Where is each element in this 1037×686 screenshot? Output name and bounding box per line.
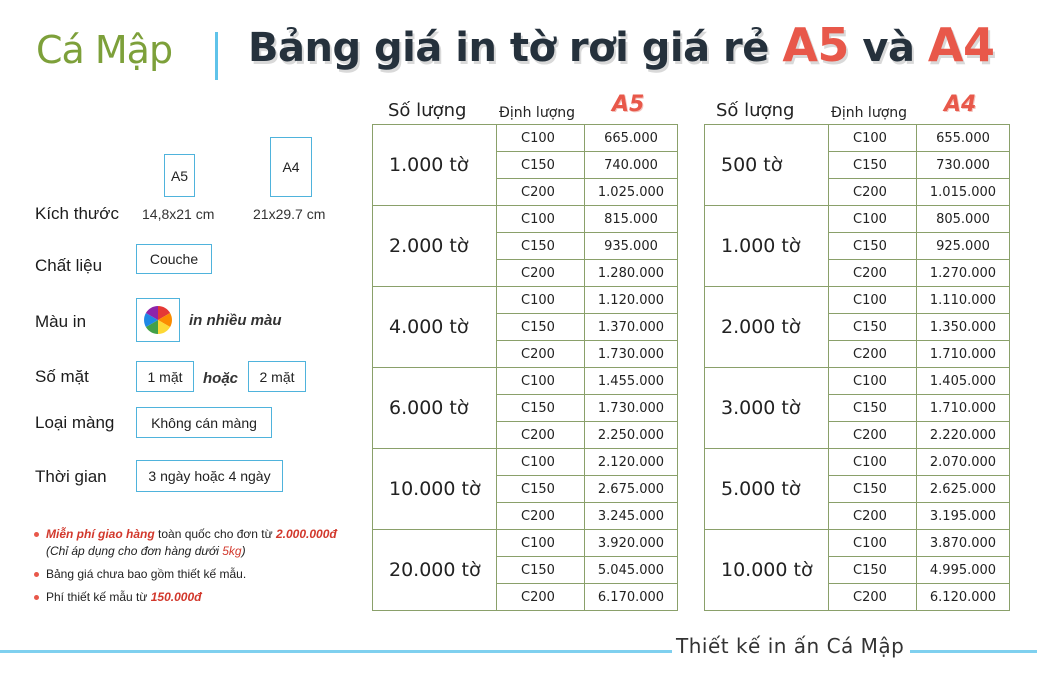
a5-size-caption: 14,8x21 cm: [142, 206, 215, 222]
table-row: [705, 287, 1010, 314]
quantity-cell: 20.000 tờ: [373, 530, 497, 611]
price-cell: 740.000: [585, 152, 678, 179]
bullet-icon: [34, 532, 39, 537]
price-cell: 805.000: [917, 206, 1010, 233]
note-design-fee-amount: 150.000đ: [150, 590, 202, 604]
material-label: Chất liệu: [35, 256, 103, 275]
a5-qty-header: Số lượng: [388, 100, 467, 121]
price-cell: 2.220.000: [917, 422, 1010, 449]
sides-one: 1 mặt: [136, 361, 194, 392]
price-cell: 1.025.000: [585, 179, 678, 206]
time-label: Thời gian: [35, 467, 107, 486]
quantity-cell: 2.000 tờ: [373, 206, 497, 287]
paper-grade-cell: C200: [829, 422, 917, 449]
table-row: [373, 368, 678, 395]
quantity-cell: 1.000 tờ: [373, 125, 497, 206]
price-cell: 1.280.000: [585, 260, 678, 287]
note-shipping-amount: 2.000.000đ: [275, 527, 337, 541]
table-row: [373, 206, 678, 233]
a5-size-box: A5: [164, 154, 195, 197]
bullet-icon: [34, 595, 39, 600]
price-cell: 2.120.000: [585, 449, 678, 476]
table-row: [705, 530, 1010, 557]
paper-grade-cell: C150: [497, 557, 585, 584]
price-cell: 1.710.000: [917, 395, 1010, 422]
quantity-cell: 6.000 tờ: [373, 368, 497, 449]
table-row: [705, 368, 1010, 395]
paper-grade-cell: C200: [829, 341, 917, 368]
price-cell: 1.455.000: [585, 368, 678, 395]
paper-grade-cell: C100: [829, 125, 917, 152]
price-cell: 1.015.000: [917, 179, 1010, 206]
header-divider: [215, 32, 218, 80]
price-cell: 925.000: [917, 233, 1010, 260]
title-main: Bảng giá in tờ rơi giá rẻ: [248, 25, 769, 71]
footer-line-right: [910, 650, 1037, 653]
a4-size-box: A4: [270, 137, 312, 197]
quantity-cell: 10.000 tờ: [705, 530, 829, 611]
paper-grade-cell: C200: [497, 341, 585, 368]
size-label: Kích thước: [35, 204, 119, 223]
paper-grade-cell: C150: [829, 233, 917, 260]
price-cell: 655.000: [917, 125, 1010, 152]
note-shipping-highlight: Miễn phí giao hàng: [46, 527, 155, 541]
price-cell: 2.625.000: [917, 476, 1010, 503]
paper-grade-cell: C150: [829, 152, 917, 179]
price-cell: 815.000: [585, 206, 678, 233]
bullet-icon: [34, 572, 39, 577]
price-cell: 3.195.000: [917, 503, 1010, 530]
paper-grade-cell: C100: [497, 368, 585, 395]
table-row: [373, 125, 678, 152]
a5-grade-header: Định lượng: [499, 105, 576, 121]
quantity-cell: 10.000 tờ: [373, 449, 497, 530]
price-cell: 3.870.000: [917, 530, 1010, 557]
color-value: in nhiều màu: [189, 312, 282, 329]
logo-text: Cá Mập: [36, 28, 173, 72]
price-cell: 1.270.000: [917, 260, 1010, 287]
paper-grade-cell: C200: [497, 584, 585, 611]
price-cell: 3.245.000: [585, 503, 678, 530]
a4-price-table: [704, 124, 1010, 611]
paper-grade-cell: C150: [829, 395, 917, 422]
price-cell: 2.070.000: [917, 449, 1010, 476]
a4-qty-header: Số lượng: [716, 100, 795, 121]
note-design-excluded: [34, 566, 364, 583]
price-cell: 2.250.000: [585, 422, 678, 449]
price-cell: 1.370.000: [585, 314, 678, 341]
paper-grade-cell: C100: [829, 530, 917, 557]
price-cell: 1.120.000: [585, 287, 678, 314]
price-cell: 1.730.000: [585, 395, 678, 422]
paper-grade-cell: C150: [497, 395, 585, 422]
note-shipping-text: toàn quốc cho đơn từ: [154, 527, 276, 541]
sides-label: Số mặt: [35, 367, 89, 386]
quantity-cell: 2.000 tờ: [705, 287, 829, 368]
sides-or: hoặc: [203, 370, 239, 387]
paper-grade-cell: C200: [829, 179, 917, 206]
price-cell: 730.000: [917, 152, 1010, 179]
price-cell: 1.730.000: [585, 341, 678, 368]
table-row: [373, 287, 678, 314]
note-shipping-sub-end: ): [241, 544, 246, 558]
quantity-cell: 500 tờ: [705, 125, 829, 206]
paper-grade-cell: C150: [497, 476, 585, 503]
paper-grade-cell: C200: [497, 260, 585, 287]
quantity-cell: 3.000 tờ: [705, 368, 829, 449]
table-row: [705, 125, 1010, 152]
paper-grade-cell: C150: [829, 476, 917, 503]
paper-grade-cell: C150: [497, 233, 585, 260]
a4-grade-header: Định lượng: [831, 105, 908, 121]
title-a5: A5: [782, 18, 849, 72]
price-cell: 1.110.000: [917, 287, 1010, 314]
paper-grade-cell: C100: [829, 206, 917, 233]
a5-tag: A5: [612, 92, 645, 117]
price-cell: 3.920.000: [585, 530, 678, 557]
note-shipping: [34, 526, 364, 560]
note-shipping-sub: (Chỉ áp dụng cho đơn hàng dưới: [46, 544, 223, 558]
color-wheel-icon: [142, 304, 174, 336]
quantity-cell: 1.000 tờ: [705, 206, 829, 287]
a4-size-caption: 21x29.7 cm: [253, 206, 326, 222]
material-value: Couche: [136, 244, 212, 274]
paper-grade-cell: C100: [497, 287, 585, 314]
paper-grade-cell: C100: [829, 368, 917, 395]
sides-two: 2 mặt: [248, 361, 306, 392]
footer-line-left: [0, 650, 672, 653]
table-row: [373, 449, 678, 476]
price-cell: 6.170.000: [585, 584, 678, 611]
paper-grade-cell: C150: [829, 314, 917, 341]
quantity-cell: 4.000 tờ: [373, 287, 497, 368]
price-cell: 1.350.000: [917, 314, 1010, 341]
quantity-cell: 5.000 tờ: [705, 449, 829, 530]
price-cell: 6.120.000: [917, 584, 1010, 611]
price-cell: 5.045.000: [585, 557, 678, 584]
title-a4: A4: [927, 18, 995, 72]
price-cell: 4.995.000: [917, 557, 1010, 584]
paper-grade-cell: C100: [829, 287, 917, 314]
paper-grade-cell: C200: [497, 503, 585, 530]
paper-grade-cell: C100: [497, 530, 585, 557]
note-design-excluded-text: Bảng giá chưa bao gồm thiết kế mẫu.: [46, 567, 247, 581]
paper-grade-cell: C200: [497, 422, 585, 449]
paper-grade-cell: C200: [829, 260, 917, 287]
table-row: [705, 206, 1010, 233]
footer-text: Thiết kế in ấn Cá Mập: [676, 634, 905, 658]
lamination-value: Không cán màng: [136, 407, 272, 438]
paper-grade-cell: C100: [497, 449, 585, 476]
paper-grade-cell: C100: [497, 206, 585, 233]
paper-grade-cell: C100: [829, 449, 917, 476]
note-shipping-weight: 5kg: [222, 544, 242, 558]
paper-grade-cell: C100: [497, 125, 585, 152]
price-cell: 2.675.000: [585, 476, 678, 503]
page-title: [248, 18, 995, 72]
price-cell: 935.000: [585, 233, 678, 260]
table-row: [705, 449, 1010, 476]
paper-grade-cell: C200: [829, 503, 917, 530]
paper-grade-cell: C150: [497, 314, 585, 341]
paper-grade-cell: C150: [829, 557, 917, 584]
notes-list: [34, 526, 364, 612]
lamination-label: Loại màng: [35, 413, 115, 432]
paper-grade-cell: C200: [497, 179, 585, 206]
price-cell: 1.710.000: [917, 341, 1010, 368]
paper-grade-cell: C150: [497, 152, 585, 179]
a5-price-table: [372, 124, 678, 611]
time-value: 3 ngày hoặc 4 ngày: [136, 460, 283, 492]
title-conj: và: [862, 25, 915, 71]
price-cell: 1.405.000: [917, 368, 1010, 395]
note-design-fee: [34, 589, 364, 606]
color-label: Màu in: [35, 312, 87, 331]
a4-tag: A4: [944, 92, 977, 117]
brand-logo: [36, 28, 206, 80]
table-row: [373, 530, 678, 557]
price-cell: 665.000: [585, 125, 678, 152]
note-design-fee-text: Phí thiết kế mẫu từ: [46, 590, 151, 604]
paper-grade-cell: C200: [829, 584, 917, 611]
color-wheel-box: [136, 298, 180, 342]
